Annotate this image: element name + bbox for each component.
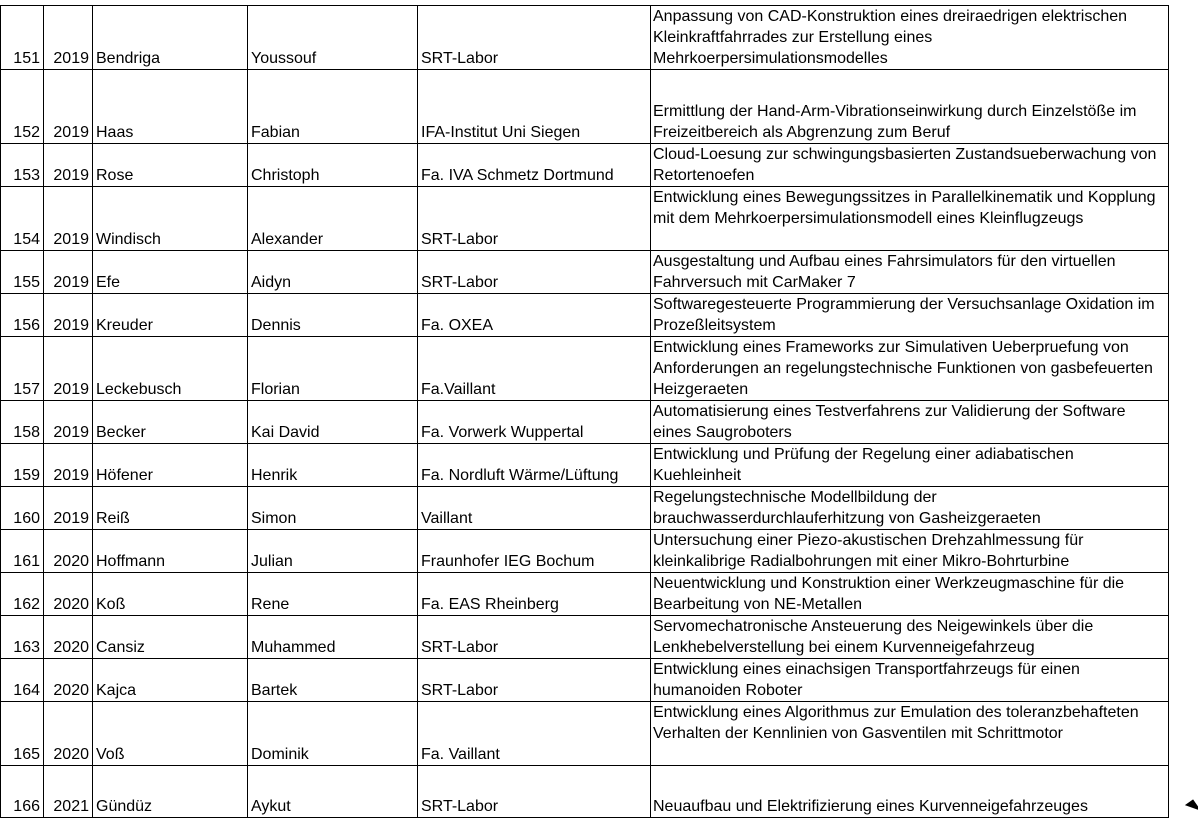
cell-vorname[interactable]: Rene xyxy=(248,573,418,616)
cell-firma[interactable]: Fa. EAS Rheinberg xyxy=(418,573,651,616)
cell-firma[interactable]: Fa. OXEA xyxy=(418,294,651,337)
cell-nr[interactable]: 157 xyxy=(1,337,44,401)
cell-firma[interactable]: SRT-Labor xyxy=(418,6,651,70)
cell-name[interactable]: Reiß xyxy=(93,487,248,530)
cell-vorname[interactable]: Kai David xyxy=(248,401,418,444)
cell-nr[interactable]: 165 xyxy=(1,702,44,766)
cell-name[interactable]: Höfener xyxy=(93,444,248,487)
cell-thema[interactable]: Automatisierung eines Testverfahrens zur Validierung der Software eines Saugroboters xyxy=(651,401,1169,444)
cell-nr[interactable]: 160 xyxy=(1,487,44,530)
cell-name[interactable]: Kajca xyxy=(93,659,248,702)
table-row xyxy=(1,187,1169,251)
cell-firma[interactable]: Vaillant xyxy=(418,487,651,530)
table-row xyxy=(1,144,1169,187)
thesis-table xyxy=(0,5,1169,818)
cell-name[interactable]: Becker xyxy=(93,401,248,444)
cell-vorname[interactable]: Florian xyxy=(248,337,418,401)
cell-firma[interactable]: SRT-Labor xyxy=(418,187,651,251)
cell-thema[interactable]: Entwicklung eines Bewegungssitzes in Parallelkinematik und Kopplung mit dem Mehrkoerpersimulationsmodell eines Kleinflugzeugs xyxy=(651,187,1169,251)
cell-jahr[interactable]: 2020 xyxy=(44,530,93,573)
cell-nr[interactable]: 151 xyxy=(1,6,44,70)
cell-name[interactable]: Bendriga xyxy=(93,6,248,70)
cell-jahr[interactable]: 2019 xyxy=(44,187,93,251)
cell-jahr[interactable]: 2020 xyxy=(44,659,93,702)
cell-nr[interactable]: 153 xyxy=(1,144,44,187)
cell-name[interactable]: Windisch xyxy=(93,187,248,251)
cell-jahr[interactable]: 2020 xyxy=(44,573,93,616)
cell-nr[interactable]: 152 xyxy=(1,70,44,144)
cell-nr[interactable]: 159 xyxy=(1,444,44,487)
cell-firma[interactable]: Fa. IVA Schmetz Dortmund xyxy=(418,144,651,187)
table-row xyxy=(1,6,1169,70)
cell-vorname[interactable]: Christoph xyxy=(248,144,418,187)
cell-vorname[interactable]: Youssouf xyxy=(248,6,418,70)
table-row xyxy=(1,337,1169,401)
cell-name[interactable]: Haas xyxy=(93,70,248,144)
cell-jahr[interactable]: 2019 xyxy=(44,144,93,187)
cell-vorname[interactable]: Muhammed xyxy=(248,616,418,659)
cell-thema[interactable]: Entwicklung eines einachsigen Transportfahrzeugs für einen humanoiden Roboter xyxy=(651,659,1169,702)
cell-firma[interactable]: SRT-Labor xyxy=(418,616,651,659)
cell-jahr[interactable]: 2021 xyxy=(44,766,93,818)
cell-thema[interactable]: Servomechatronische Ansteuerung des Neigewinkels über die Lenkhebelverstellung bei einem Kurvenneigefahrzeug xyxy=(651,616,1169,659)
cell-thema[interactable]: Cloud-Loesung zur schwingungsbasierten Zustandsueberwachung von Retortenoefen xyxy=(651,144,1169,187)
cell-nr[interactable]: 156 xyxy=(1,294,44,337)
cell-nr[interactable]: 161 xyxy=(1,530,44,573)
thesis-table-body xyxy=(1,6,1169,818)
cell-thema[interactable]: Entwicklung eines Algorithmus zur Emulation des toleranzbehafteten Verhalten der Kennlinien von Gasventilen mit Schrittmotor xyxy=(651,702,1169,766)
cell-thema[interactable]: Regelungstechnische Modellbildung der brauchwasserdurchlauferhitzung von Gasheizgeraeten xyxy=(651,487,1169,530)
cell-nr[interactable]: 155 xyxy=(1,251,44,294)
cell-thema[interactable]: Ermittlung der Hand-Arm-Vibrationseinwirkung durch Einzelstöße im Freizeitbereich als Abgrenzung zum Beruf xyxy=(651,70,1169,144)
cell-vorname[interactable]: Aykut xyxy=(248,766,418,818)
cell-firma[interactable]: SRT-Labor xyxy=(418,251,651,294)
cell-firma[interactable]: Fa. Vaillant xyxy=(418,702,651,766)
cell-thema[interactable]: Entwicklung und Prüfung der Regelung einer adiabatischen Kuehleinheit xyxy=(651,444,1169,487)
cell-name[interactable]: Gündüz xyxy=(93,766,248,818)
cell-thema[interactable]: Neuentwicklung und Konstruktion einer Werkzeugmaschine für die Bearbeitung von NE-Metallen xyxy=(651,573,1169,616)
table-row xyxy=(1,659,1169,702)
cell-nr[interactable]: 162 xyxy=(1,573,44,616)
table-row xyxy=(1,487,1169,530)
cell-nr[interactable]: 163 xyxy=(1,616,44,659)
cell-vorname[interactable]: Dennis xyxy=(248,294,418,337)
cell-thema[interactable]: Neuaufbau und Elektrifizierung eines Kurvenneigefahrzeuges xyxy=(651,766,1169,818)
cell-firma[interactable]: IFA-Institut Uni Siegen xyxy=(418,70,651,144)
cell-vorname[interactable]: Bartek xyxy=(248,659,418,702)
cell-name[interactable]: Kreuder xyxy=(93,294,248,337)
cell-name[interactable]: Hoffmann xyxy=(93,530,248,573)
table-row xyxy=(1,616,1169,659)
table-row xyxy=(1,251,1169,294)
cell-jahr[interactable]: 2019 xyxy=(44,401,93,444)
cell-vorname[interactable]: Dominik xyxy=(248,702,418,766)
cell-nr[interactable]: 164 xyxy=(1,659,44,702)
table-row xyxy=(1,70,1169,144)
cell-jahr[interactable]: 2019 xyxy=(44,444,93,487)
cell-firma[interactable]: Fraunhofer IEG Bochum xyxy=(418,530,651,573)
cell-jahr[interactable]: 2019 xyxy=(44,70,93,144)
cell-thema[interactable]: Untersuchung einer Piezo-akustischen Drehzahlmessung für kleinkalibrige Radialbohrungen mit einer Mikro-Bohrturbine xyxy=(651,530,1169,573)
cell-jahr[interactable]: 2019 xyxy=(44,337,93,401)
cell-vorname[interactable]: Alexander xyxy=(248,187,418,251)
cell-thema[interactable]: Ausgestaltung und Aufbau eines Fahrsimulators für den virtuellen Fahrversuch mit CarMaker 7 xyxy=(651,251,1169,294)
table-row xyxy=(1,573,1169,616)
cell-name[interactable]: Rose xyxy=(93,144,248,187)
table-row xyxy=(1,766,1169,818)
table-row xyxy=(1,294,1169,337)
cell-name[interactable]: Koß xyxy=(93,573,248,616)
cell-nr[interactable]: 154 xyxy=(1,187,44,251)
cell-firma[interactable]: Fa.Vaillant xyxy=(418,337,651,401)
cell-nr[interactable]: 166 xyxy=(1,766,44,818)
table-row xyxy=(1,401,1169,444)
cell-jahr[interactable]: 2019 xyxy=(44,487,93,530)
cell-vorname[interactable]: Aidyn xyxy=(248,251,418,294)
cell-jahr[interactable]: 2020 xyxy=(44,616,93,659)
table-row xyxy=(1,702,1169,766)
table-row xyxy=(1,444,1169,487)
mouse-pointer-icon xyxy=(1185,799,1198,816)
cell-firma[interactable]: SRT-Labor xyxy=(418,766,651,818)
cell-firma[interactable]: Fa. Nordluft Wärme/Lüftung xyxy=(418,444,651,487)
cell-name[interactable]: Efe xyxy=(93,251,248,294)
cell-thema[interactable]: Entwicklung eines Frameworks zur Simulativen Ueberpruefung von Anforderungen an regelungstechnische Funktionen von gasbefeuerten Heizgeraeten xyxy=(651,337,1169,401)
cell-vorname[interactable]: Fabian xyxy=(248,70,418,144)
cell-jahr[interactable]: 2019 xyxy=(44,294,93,337)
cell-nr[interactable]: 158 xyxy=(1,401,44,444)
cell-name[interactable]: Voß xyxy=(93,702,248,766)
table-row xyxy=(1,530,1169,573)
cell-name[interactable]: Cansiz xyxy=(93,616,248,659)
cell-thema[interactable]: Anpassung von CAD-Konstruktion eines dreiraedrigen elektrischen Kleinkraftfahrrades zur Erstellung eines Mehrkoerpersimulationsmodelles xyxy=(651,6,1169,70)
cell-thema[interactable]: Softwaregesteuerte Programmierung der Versuchsanlage Oxidation im Prozeßleitsystem xyxy=(651,294,1169,337)
cell-vorname[interactable]: Henrik xyxy=(248,444,418,487)
cell-jahr[interactable]: 2019 xyxy=(44,251,93,294)
cell-jahr[interactable]: 2019 xyxy=(44,6,93,70)
cell-jahr[interactable]: 2020 xyxy=(44,702,93,766)
cell-vorname[interactable]: Simon xyxy=(248,487,418,530)
cell-name[interactable]: Leckebusch xyxy=(93,337,248,401)
cell-firma[interactable]: SRT-Labor xyxy=(418,659,651,702)
cell-vorname[interactable]: Julian xyxy=(248,530,418,573)
cell-firma[interactable]: Fa. Vorwerk Wuppertal xyxy=(418,401,651,444)
